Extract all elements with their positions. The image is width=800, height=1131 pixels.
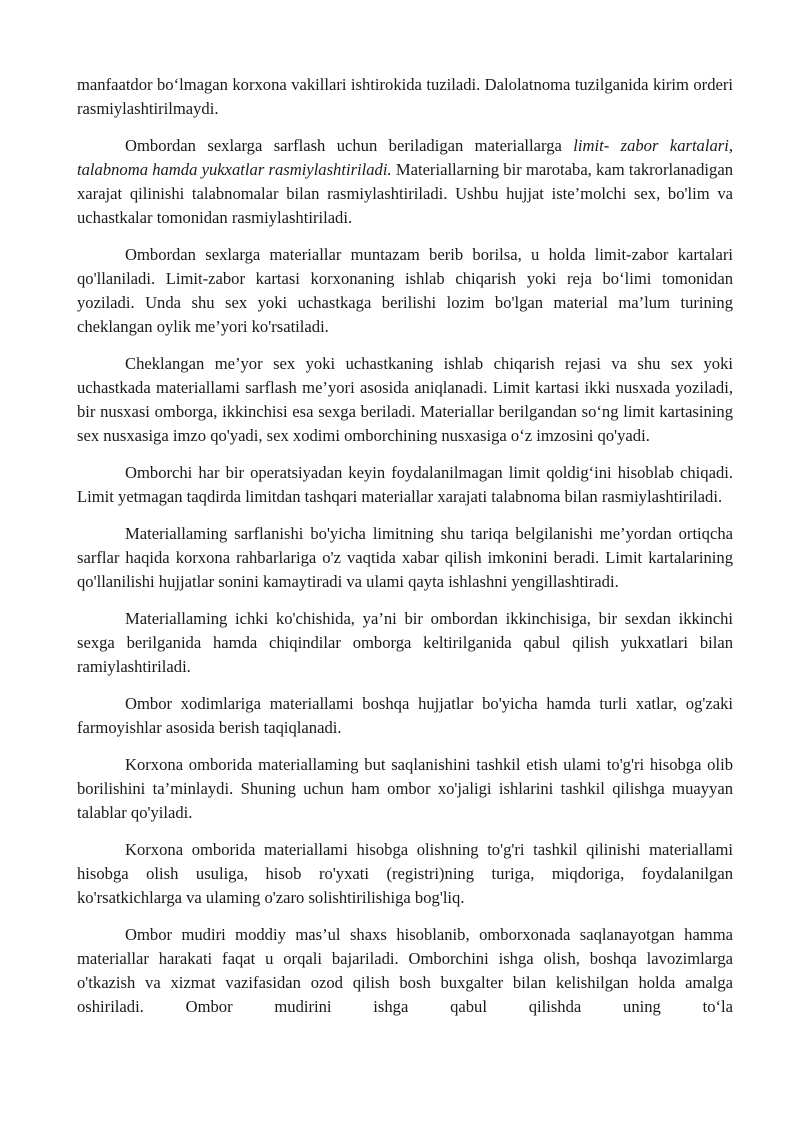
paragraph-4 (77, 352, 733, 448)
paragraph-5-text: Omborchi har bir operatsiyadan keyin foydalanilmagan limit qoldig‘ini hisoblab chiqadi. Limit yetmagan taqdirda limitdan tashqari materiallar xarajati talabnoma bilan rasmiylashtiriladi. (77, 463, 733, 506)
paragraph-2-text-a: Ombordan sexlarga sarflash uchun beriladigan materiallarga (125, 136, 574, 155)
paragraph-7 (77, 607, 733, 679)
paragraph-1-text: manfaatdor bo‘lmagan korxona vakillari ishtirokida tuziladi. Dalolatnoma tuzilganida kirim orderi rasmiylashtirilmaydi. (77, 75, 733, 118)
document-page (77, 73, 733, 1032)
paragraph-2 (77, 134, 733, 230)
paragraph-1 (77, 73, 733, 121)
paragraph-6 (77, 522, 733, 594)
paragraph-7-text: Materiallaming ichki ko'chishida, ya’ni bir ombordan ikkinchisiga, bir sexdan ikkinchi sexga berilganida hamda chiqindilar omborga keltirilganida qabul qilish yukxatlari bilan ramiylashtiriladi. (77, 609, 733, 676)
paragraph-2-text-b: Materiallarning bir marotaba, kam takrorlanadigan xarajat qilinishi talabnomalar bilan rasmiylashtiriladi. Ushbu hujjat iste’molchi sex, bo'lim va uchastkalar tomonidan rasmiylashtiriladi. (77, 160, 733, 227)
paragraph-10 (77, 838, 733, 910)
paragraph-5 (77, 461, 733, 509)
paragraph-3 (77, 243, 733, 339)
paragraph-11-text: Ombor mudiri moddiy mas’ul shaxs hisoblanib, omborxonada saqlanayotgan hamma materiallar harakati faqat u orqali bajariladi. Omborchini ishga olish, boshqa lavozimlarga o'tkazish va xizmat vazifasidan ozod qilish bosh buxgalter bilan kelishilgan holda amalga oshiriladi. Ombor mudirini ishga qabul qilishda uning to‘la (77, 925, 733, 1016)
paragraph-4-text: Cheklangan me’yor sex yoki uchastkaning ishlab chiqarish rejasi va shu sex yoki uchastkada materiallami sarflash me’yori asosida aniqlanadi. Limit kartasi ikki nusxada yoziladi, bir nusxasi omborga, ikkinchisi esa sexga beriladi. Materiallar berilgandan so‘ng limit kartasining sex nusxasiga imzo qo'yadi, sex xodimi omborchining nusxasiga o‘z imzosini qo'yadi. (77, 354, 733, 445)
paragraph-9-text: Korxona omborida materiallaming but saqlanishini tashkil etish ulami to'g'ri hisobga olib borilishini ta’minlaydi. Shuning uchun ham ombor xo'jaligi ishlarini tashkil qilishga muayyan talablar qo'yiladi. (77, 755, 733, 822)
paragraph-8 (77, 692, 733, 740)
paragraph-2-italic-terms: limit- zabor kartalari, talabnoma hamda yukxatlar rasmiylashtiriladi. (77, 136, 733, 179)
paragraph-3-text: Ombordan sexlarga materiallar muntazam berib borilsa, u holda limit-zabor kartalari qo'llaniladi. Limit-zabor kartasi korxonaning ishlab chiqarish yoki reja bo‘limi tomonidan yoziladi. Unda shu sex yoki uchastkaga berilishi lozim bo'lgan material ma’lum turining cheklangan oylik me’yori ko'rsatiladi. (77, 245, 733, 336)
paragraph-8-text: Ombor xodimlariga materiallami boshqa hujjatlar bo'yicha hamda turli xatlar, og'zaki farmoyishlar asosida berish taqiqlanadi. (77, 694, 733, 737)
paragraph-10-text: Korxona omborida materiallami hisobga olishning to'g'ri tashkil qilinishi materiallami hisobga olish usuliga, hisob ro'yxati (registri)ning turiga, miqdoriga, foydalanilgan ko'rsatkichlarga va ulaming o'zaro solishtirilishiga bog'liq. (77, 840, 733, 907)
paragraph-6-text: Materiallaming sarflanishi bo'yicha limitning shu tariqa belgilanishi me’yordan ortiqcha sarflar haqida korxona rahbarlariga o'z vaqtida xabar qilish imkonini beradi. Limit kartalarining qo'llanilishi hujjatlar sonini kamaytiradi va ulami qayta ishlashni yengillashtiradi. (77, 524, 733, 591)
paragraph-11 (77, 923, 733, 1019)
paragraph-9 (77, 753, 733, 825)
